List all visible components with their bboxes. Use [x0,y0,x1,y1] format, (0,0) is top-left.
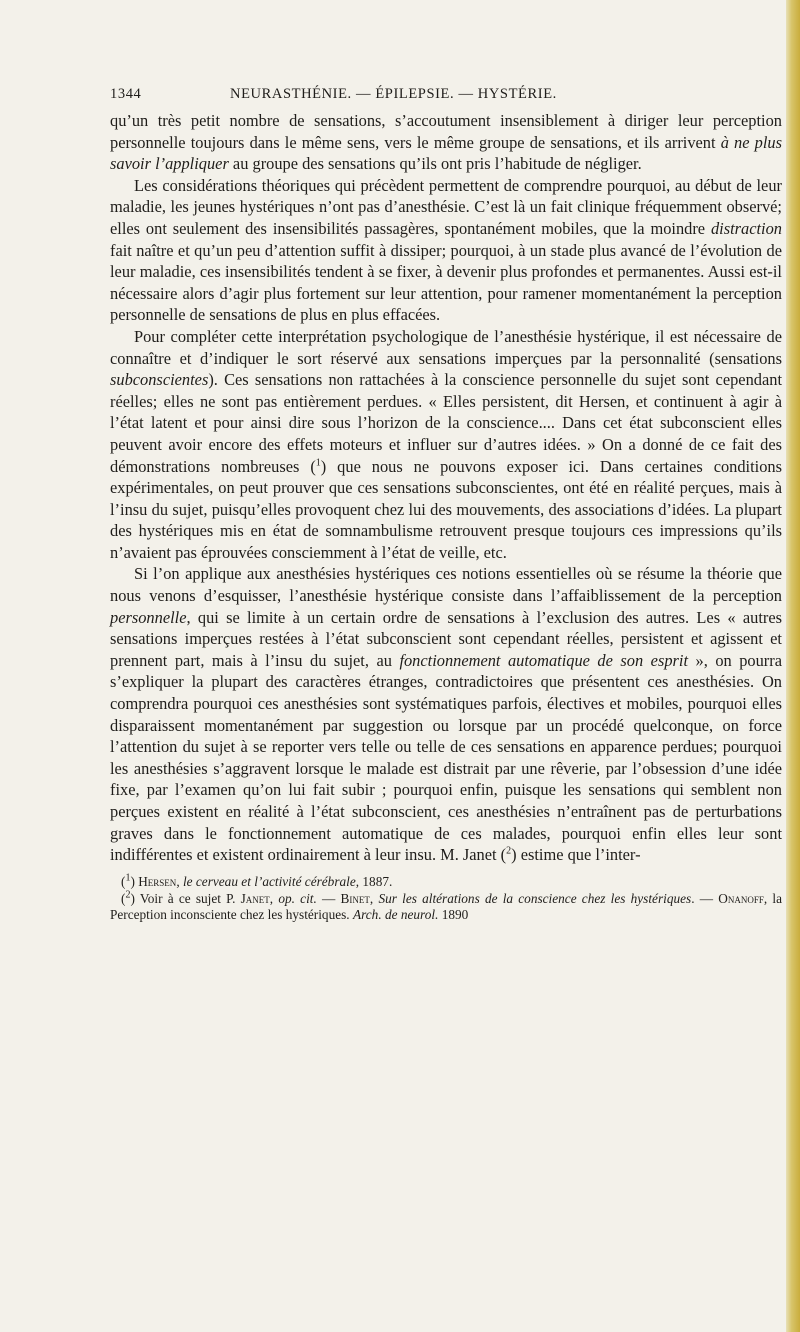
emphasis: subconscientes [110,370,209,390]
author-name: Binet [340,890,370,906]
emphasis: fonctionnement automatique de son esprit [399,650,689,670]
footnote-2: ($^2$) Voir à ce sujet P. Janet, op. cit. — Binet, Sur les altérations de la conscience chez les hystériques. — Onanoff, la Perception inconsciente chez les hystériques. Arch. de neurol. 1890 [110,889,783,923]
page-edge [786,0,800,1332]
citation: op. cit. [278,890,317,906]
author-name: Hersen [138,873,177,889]
footnote-1: ($^1$) Hersen, le cerveau et l’activité cérébrale, 1887. [121,872,393,889]
emphasis: à ne plus savoir l’appliquer [110,132,782,174]
body-text [110,110,782,866]
footnote-ref-1: 1 [315,457,321,469]
book-page [110,86,782,924]
work-title: le cerveau et l’activité cérébrale [182,873,356,889]
emphasis: distraction [710,218,782,238]
author-name: Janet [240,890,270,906]
footnote-ref-2: 2 [506,845,512,857]
paragraph-1: qu’un très petit nombre de sensations, s’accoutument insensiblement à diriger leur perception personnelle toujours dans le même sens, vers le même groupe de sensations, et ils arrivent à ne plus savoir l’appliquer au groupe des sensations qu’ils ont pris l’habitude de négliger. [110,111,782,174]
emphasis: personnelle [110,607,187,627]
page-header [110,86,782,110]
journal-title: Arch. de neurol. [352,907,439,923]
page-number: 1344 [110,86,142,102]
running-head: NEURASTHÉNIE. — ÉPILEPSIE. — HYSTÉRIE. [230,86,557,102]
paragraph-2: Les considérations théoriques qui précèdent permettent de comprendre pourquoi, au début de leur maladie, les jeunes hystériques n’ont pas d’anesthésie. C’est là un fait clinique fréquemment observé; elles ont seulement des insensibilités passagères, spontanément mobiles, que la moindre distraction fait naître et qu’un peu d’attention suffit à dissiper; pourquoi, à un stade plus avancé de l’évolution de leur maladie, ces insensibilités tendent à se fixer, à devenir plus profondes et permanentes. Aussi est-il nécessaire alors d’agir plus fortement sur leur attention, pour ramener momentanément la perception personnelle de sensations de plus en plus effacées. [110,175,782,325]
work-title: Sur les altérations de la conscience chez les hystériques [378,890,692,906]
paragraph-3: Pour compléter cette interprétation psychologique de l’anesthésie hystérique, il est nécessaire de connaître et d’indiquer le sort réservé aux sensations imperçues par la personnalité (sensations subconscientes). Ces sensations non rattachées à la conscience personnelle du sujet sont cependant réelles; elles ne sont pas entièrement perdues. « Elles persistent, dit Hersen, et continuent à agir à l’état latent et pour ainsi dire sous l’horizon de la conscience.... Dans cet état subconscient elles peuvent avoir encore des effets moteurs et influer sur d’autres idées. » On a donné de ce fait des démonstrations nombreuses ($^1$) que nous ne pouvons exposer ici. Dans certaines conditions expérimentales, on peut prouver que ces sensations subconscientes, ont été en réalité perçues, mais à l’insu du sujet, puisqu’elles provoquent chez lui des mouvements, des associations d’idées. La plupart des hystériques mis en état de somnambulisme retrouvent presque toujours ces impressions qu’ils n’avaient pas éprouvées consciemment à l’état de veille, etc. [110,326,782,562]
paragraph-4: Si l’on applique aux anesthésies hystériques ces notions essentielles où se résume la théorie que nous venons d’esquisser, l’anesthésie hystérique consiste dans l’affaiblissement de la perception personnelle, qui se limite à un certain ordre de sensations à l’exclusion des autres. Les « autres sensations imperçues restées à l’état subconscient sont cependant réelles, persistent et agissent et prennent part, mais à l’insu du sujet, au fonctionnement automatique de son esprit », on pourra s’expliquer la plupart des caractères étranges, contradictoires que présentent ces anesthésies. On comprendra pourquoi ces anesthésies sont systématiques parfois, électives et mobiles, pourquoi elles disparaissent momentanément par suggestion ou lorsque par un procédé quelconque, on force l’attention du sujet à se reporter vers telle ou telle de ces sensations en apparence perdues; pourquoi les anesthésies s’aggravent lorsque le malade est distrait par une rêverie, par l’obsession d’une idée fixe, par l’examen qu’on lui fait subir ; pourquoi enfin, puisque les sensations qui semblent non perçues existent en réalité à l’état subconscient, ces anesthésies n’entraînent pas de perturbations graves dans le fonctionnement automatique de ces malades, pourquoi enfin elles leur sont indifférentes et existent ordinairement à leur insu. M. Janet ($^2$) estime que l’inter- [110,564,783,865]
author-name: Onanoff [718,890,764,906]
footnotes [110,874,782,924]
